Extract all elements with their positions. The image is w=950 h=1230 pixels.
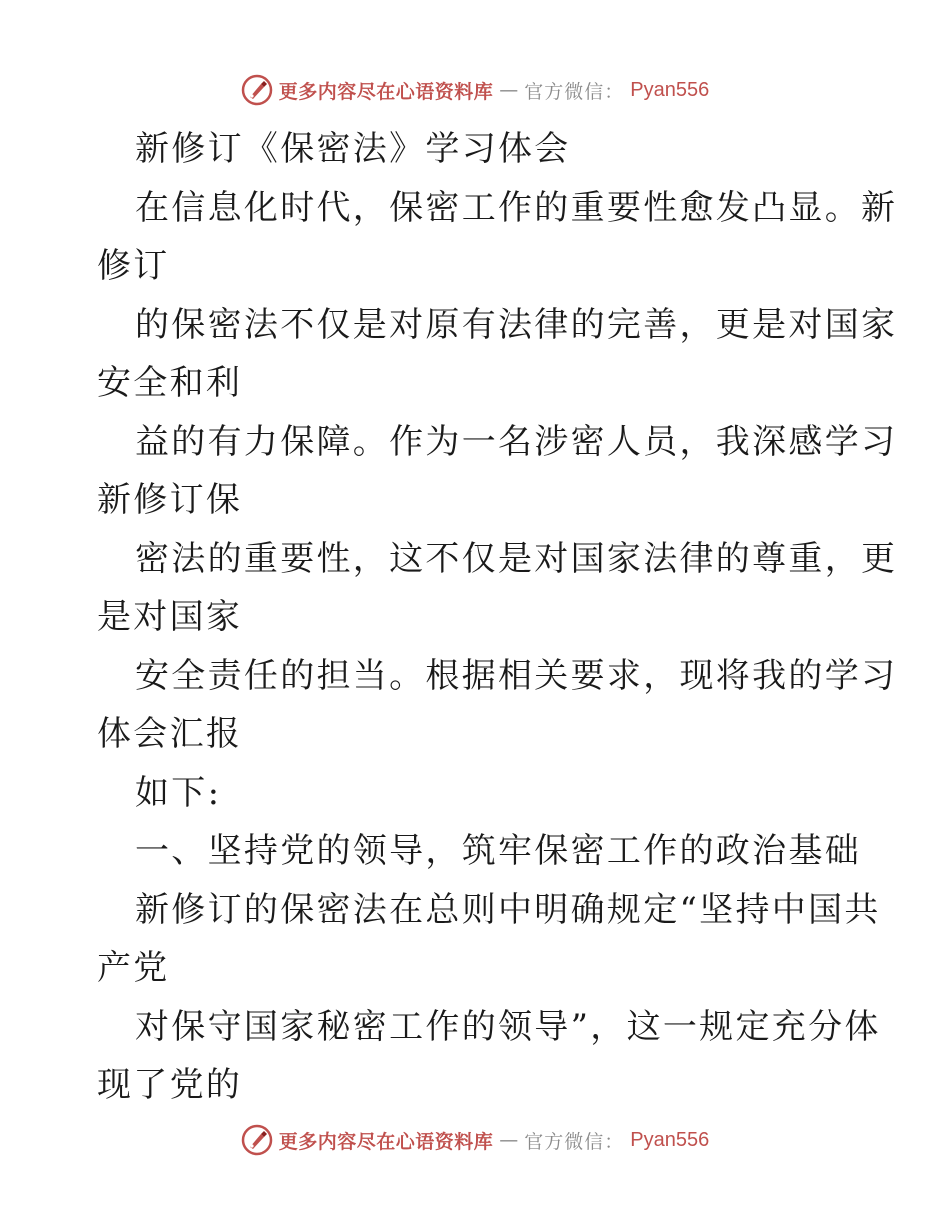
document-line: 在信息化时代，保密工作的重要性愈发凸显。新 [135, 187, 898, 228]
footer-watermark [0, 1120, 950, 1160]
document-line: 产党 [97, 948, 170, 988]
header-watermark [0, 70, 950, 110]
watermark-text: 更多内容尽在心语资料库 [278, 80, 494, 103]
document-line: 是对国家 [97, 597, 243, 637]
document-line: 对保守国家秘密工作的领导”，这一规定充分体 [135, 1006, 881, 1047]
watermark-text: 更多内容尽在心语资料库 [278, 1130, 494, 1153]
document-line: 新修订的保密法在总则中明确规定“坚持中国共 [135, 889, 881, 930]
document-line: 体会汇报 [97, 714, 243, 754]
document-line: 益的有力保障。作为一名涉密人员，我深感学习 [135, 421, 898, 462]
watermark-dash: — [499, 1129, 519, 1151]
document-body [97, 120, 898, 1115]
document-line: 安全责任的担当。根据相关要求，现将我的学习 [135, 655, 898, 696]
watermark-id: Pyan556 [630, 78, 710, 101]
pen-logo-icon [241, 74, 273, 106]
document-line: 密法的重要性，这不仅是对国家法律的尊重，更 [135, 538, 898, 579]
document-line: 新修订保 [97, 480, 243, 520]
document-line: 一、坚持党的领导，筑牢保密工作的政治基础 [135, 831, 861, 871]
document-line: 如下: [135, 772, 222, 813]
watermark-id: Pyan556 [630, 1128, 710, 1151]
watermark-label: 官方微信： [524, 1130, 625, 1153]
watermark-label: 官方微信： [524, 80, 625, 103]
document-line: 安全和利 [97, 363, 243, 403]
document-line: 修订 [97, 246, 170, 286]
watermark-dash: — [499, 79, 519, 101]
pen-logo-icon [241, 1124, 273, 1156]
document-line: 的保密法不仅是对原有法律的完善，更是对国家 [135, 304, 898, 345]
document-line: 现了党的 [97, 1065, 243, 1105]
document-title: 新修订《保密法》学习体会 [135, 129, 571, 169]
